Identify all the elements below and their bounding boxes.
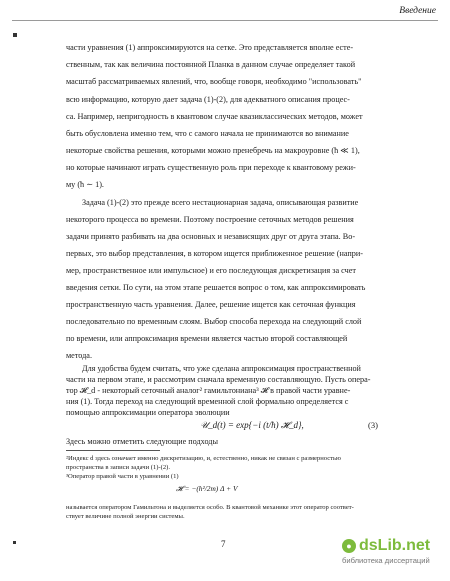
text-line: тор 𝓗_d - некоторый сеточный аналог² гамильтониана³ 𝓗 в правой части уравне- [66, 386, 351, 395]
text-line: части на первом этапе, и рассмотрим сначала временную составляющую. Пусть опера- [66, 375, 371, 384]
footnote-line: ²Индекс d здесь означает именно дискретизацию, и, естественно, никак не связан с размерностью [66, 455, 341, 462]
footnote-rule [66, 450, 160, 451]
text-line: Для удобства будем считать, что уже сделана аппроксимация пространственной [82, 364, 361, 373]
book-icon: ● [342, 539, 356, 553]
text-line: ния (1). Тогда переход на следующий временной слой формально определяется с [66, 397, 349, 406]
text-line: пространственную часть уравнения. Далее, решение ищется как сеточная функция [66, 300, 356, 309]
text-line: задачи принято разбивать на два основных и независящих друг от друга этапа. Во- [66, 232, 356, 241]
margin-mark [13, 541, 16, 544]
text-line: последовательно по временным слоям. Выбор способа перехода на следующий слой [66, 317, 362, 326]
text-line: му (ħ ∼ 1). [66, 180, 104, 189]
equation-number: (3) [368, 420, 378, 430]
footnote-formula: 𝓗 = −(ħ²/2m) Δ + V [176, 484, 238, 493]
watermark-name: dsLib.net [359, 537, 431, 554]
text-line: Здесь можно отметить следующие подходы [66, 437, 218, 446]
text-line: са. Например, непригодность в квантовом случае квазиклассических методов, может [66, 112, 363, 121]
footnote-line: называется оператором Гамильтона и выделяется особо. В квантовой механике этот оператор соответ- [66, 504, 354, 511]
footnote-line: пространства в записи задачи (1)-(2). [66, 464, 170, 471]
text-line: некоторые свойства решения, которыми можно пренебречь на макроуровне (ħ ≪ 1), [66, 146, 360, 155]
text-line: метода. [66, 351, 92, 360]
text-line: мер, пространственное или импульсное) и его последующая дискретизация за счет [66, 266, 356, 275]
text-line: быть обусловлена именно тем, что с самого начала не принимаются во внимание [66, 129, 349, 138]
text-line: по времени, или аппроксимация времени является частью второй составляющей [66, 334, 348, 343]
footnote-line: ствует величине полной энергии системы. [66, 513, 185, 520]
text-line: введения сетки. По сути, на этом этапе решается вопрос о том, как аппроксимировать [66, 283, 366, 292]
text-line: но которые начинают играть существенную роль при переходе к квантовому режи- [66, 163, 356, 172]
watermark-subtitle: библиотека диссертаций [342, 556, 430, 565]
header-rule [12, 20, 438, 21]
page-number: 7 [221, 539, 226, 549]
running-header-title: Введение [399, 6, 436, 16]
text-line: части уравнения (1) аппроксимируются на сетке. Это представляется вполне есте- [66, 43, 354, 52]
text-line: первых, это выбор представления, в котором ищется приближенное решение (напри- [66, 249, 363, 258]
equation-formula: 𝒰_d(t) = exp{−i (t/ħ) 𝓗_d}, [200, 420, 304, 430]
text-line: помощью аппроксимации оператора эволюции [66, 408, 230, 417]
watermark [342, 537, 446, 577]
footnote-line: ³Оператор правой части в уравнении (1) [66, 473, 179, 480]
margin-mark [13, 33, 17, 37]
text-line: масштаб рассматриваемых явлений, что, вообще говоря, необходимо "использовать" [66, 77, 362, 86]
text-line: ственным, так как величина постоянной Планка в данном случае определяет такой [66, 60, 356, 69]
text-line: Задача (1)-(2) это прежде всего нестационарная задача, описывающая развитие [82, 198, 359, 207]
text-line: некоторого процесса во времени. Поэтому построение сеточных методов решения [66, 215, 354, 224]
text-line: всю информацию, которую дает задача (1)-(2), для адекватного описания процес- [66, 95, 350, 104]
